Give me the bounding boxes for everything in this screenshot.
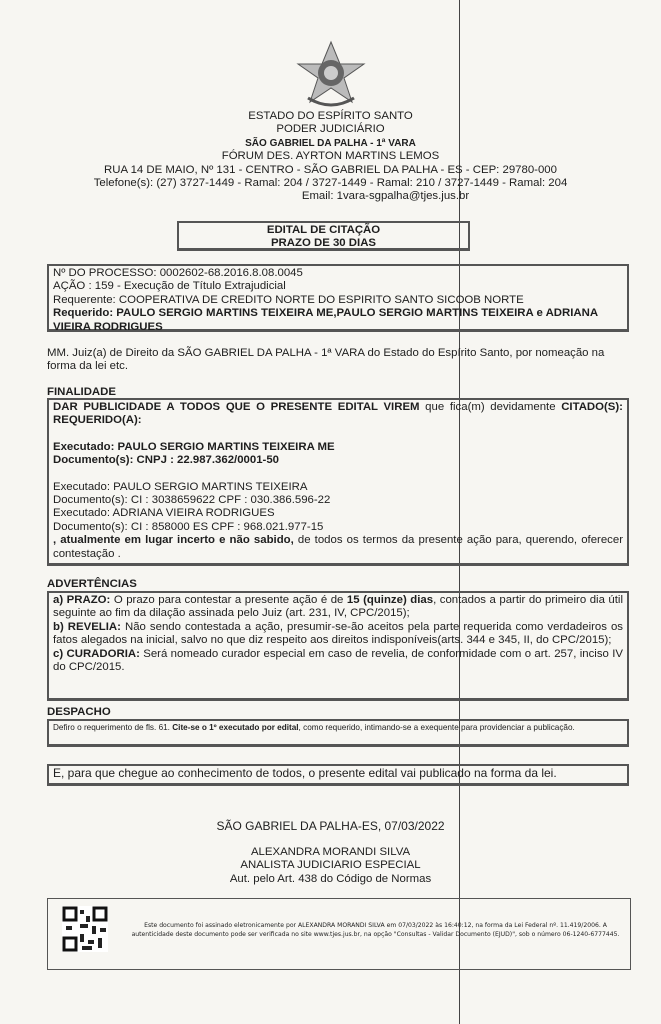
despacho-heading: DESPACHO [47, 706, 629, 720]
finalidade-box [47, 398, 629, 566]
advertencias-box [47, 591, 629, 701]
coat-of-arms-icon [296, 40, 366, 110]
executado-3: Executado: ADRIANA VIEIRA RODRIGUES [53, 507, 275, 520]
signature-block [0, 846, 661, 886]
letterhead [0, 110, 661, 204]
court-name: SÃO GABRIEL DA PALHA - 1ª VARA [245, 137, 416, 149]
c-text: Será nomeado curador especial em caso de revelia, de conformidade com o art. 257, inciso IV do CPC/2015. [53, 647, 623, 674]
qr-code-icon [62, 906, 108, 952]
lead-bold: DAR PUBLICIDADE A TODOS QUE O PRESENTE EDITAL VIREM [53, 401, 420, 413]
despacho-text1: Defiro o requerimento de fls. 61. [53, 723, 173, 732]
electronic-signature-note: Este documento foi assinado eletronicamente por ALEXANDRA MORANDI SILVA em 07/03/2022 às 16:40:12, na forma da Lei Federal nº. 11.419/2006. A autenticidade deste documento pode ser verificada no site www.tjes.jus.br, na opção "Consultas - Validar Documento (EJUD)", sob o número 06-1240-6777445. [131, 922, 620, 938]
process-action: AÇÃO : 159 - Execução de Título Extrajudicial [53, 280, 286, 293]
documento-2: Documento(s): CI : 3038659622 CPF : 030.386.596-22 [53, 494, 331, 507]
place-date: SÃO GABRIEL DA PALHA-ES, 07/03/2022 [216, 819, 445, 833]
intro-text: MM. Juiz(a) de Direito da SÃO GABRIEL DA PALHA - 1ª VARA do Estado do Espírito Santo, por nomeação na forma da lei etc. [47, 347, 605, 373]
forum-name: FÓRUM DES. AYRTON MARTINS LEMOS [221, 150, 440, 163]
tail-text: de todos os termos da presente ação para, querendo, oferecer contestação . [53, 534, 623, 560]
lead-bold2: CITADO(S): REQUERIDO(A): [53, 401, 623, 427]
executado-1: Executado: PAULO SERGIO MARTINS TEIXEIRA ME [53, 440, 335, 453]
lead-mid: que fica(m) devidamente [419, 401, 562, 413]
phones: Telefone(s): (27) 3727-1449 - Ramal: 204 / 3727-1449 - Ramal: 210 / 3727-1449 - Ramal: 204 [93, 177, 568, 190]
a-text2: , contados a partir do primeiro dia útil seguinte ao fim da dilação assinada pelo Juiz (art. 231, IV, CPC/2015); [53, 594, 623, 620]
tail-bold: , atualmente em lugar incerto e não sabido, [53, 534, 294, 547]
edital-deadline: PRAZO DE 30 DIAS [270, 237, 377, 250]
executado-2: Executado: PAULO SERGIO MARTINS TEIXEIRA [53, 480, 308, 493]
despacho-bold: Cite-se o 1º executado por edital [172, 723, 299, 732]
email: Email: 1vara-sgpalha@tjes.jus.br [301, 190, 470, 203]
power-name: PODER JUDICIÁRIO [276, 123, 385, 136]
documento-3: Documento(s): CI : 858000 ES CPF : 968.021.977-15 [53, 520, 324, 533]
state-name: ESTADO DO ESPÍRITO SANTO [248, 110, 413, 122]
b-label: b) REVELIA: [53, 620, 121, 633]
edital-title-box [177, 221, 470, 251]
c-label: c) CURADORIA: [53, 647, 140, 660]
documento-1: Documento(s): CNPJ : 22.987.362/0001-50 [53, 454, 280, 467]
b-text: Não sendo contestada a ação, presumir-se-ão aceitos pela parte requerida como verdadeiros os fatos alegados na inicial, salvo no que diz respeito aos direitos indisponíveis(arts. 344 e 345, II, do CPC/2015); [53, 620, 623, 647]
a-label: a) PRAZO: [53, 594, 111, 606]
finalidade-heading: FINALIDADE [47, 386, 629, 400]
a-text1: O prazo para contestar a presente ação é de [110, 594, 347, 606]
signer-auth: Aut. pelo Art. 438 do Código de Normas [229, 872, 432, 885]
address: RUA 14 DE MAIO, Nº 131 - CENTRO - SÃO GABRIEL DA PALHA - ES - CEP: 29780-000 [104, 163, 557, 176]
requerido: Requerido: PAULO SERGIO MARTINS TEIXEIRA ME,PAULO SERGIO MARTINS TEIXEIRA e ADRIANA VIEIRA RODRIGUES [53, 307, 598, 333]
signer-name: ALEXANDRA MORANDI SILVA [250, 846, 411, 858]
signer-role: ANALISTA JUDICIARIO ESPECIAL [240, 859, 421, 872]
despacho-box [47, 719, 629, 747]
requerente: Requerente: COOPERATIVA DE CREDITO NORTE DO ESPIRITO SANTO SICOOB NORTE [53, 293, 524, 306]
process-number: Nº DO PROCESSO: 0002602-68.2016.8.08.0045 [53, 267, 303, 279]
despacho-text2: , como requerido, intimando-se a exequente para providenciar a publicação. [298, 723, 575, 732]
a-bold: 15 (quinze) dias [346, 594, 434, 606]
advertencias-heading: ADVERTÊNCIAS [47, 578, 629, 592]
closing-box: E, para que chegue ao conhecimento de todos, o presente edital vai publicado na forma da lei. [47, 764, 629, 786]
process-box [47, 264, 629, 332]
edital-title: EDITAL DE CITAÇÃO [266, 224, 381, 236]
